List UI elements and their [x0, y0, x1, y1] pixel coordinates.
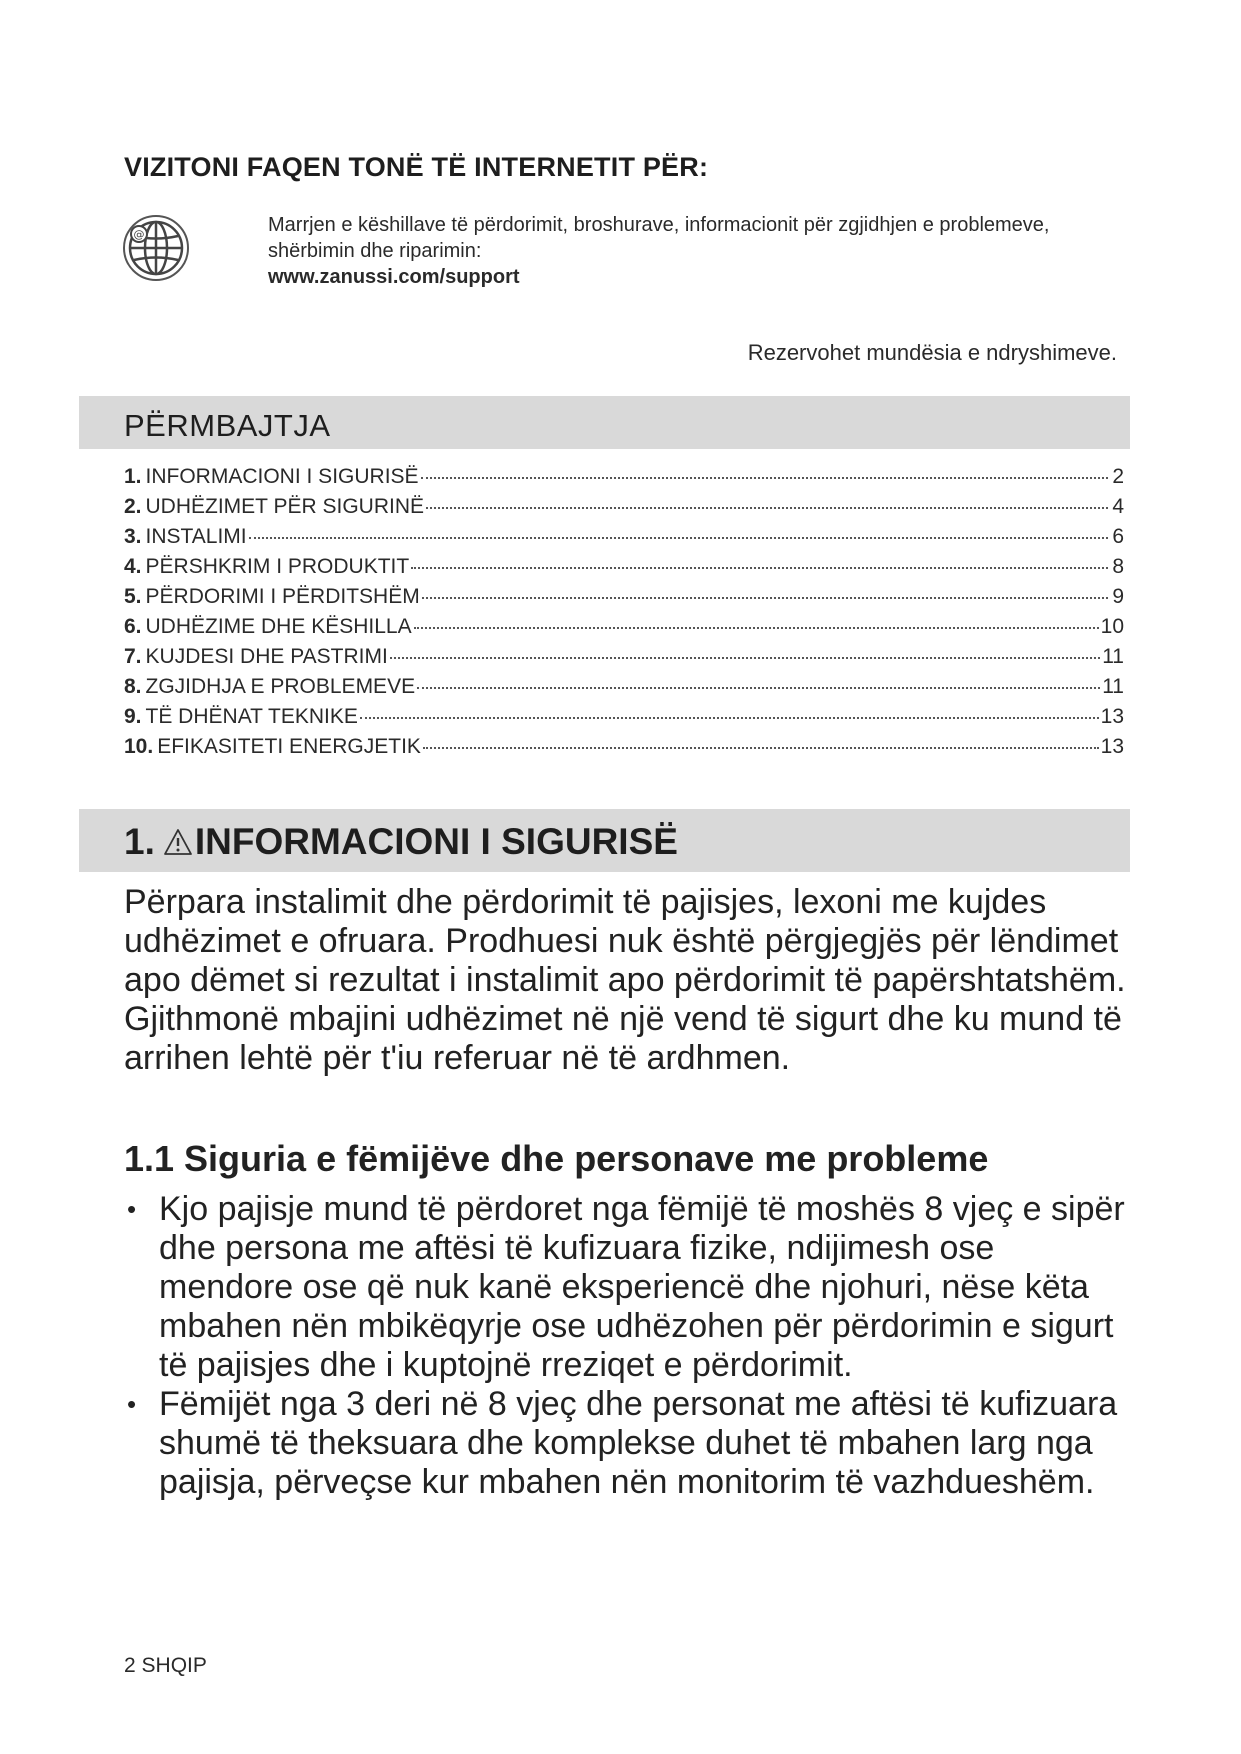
bullet-icon: • [127, 1194, 137, 1224]
support-url-link[interactable]: www.zanussi.com/support [268, 266, 520, 288]
section-header-bar [79, 809, 1130, 872]
toc-item[interactable] [124, 465, 1124, 495]
toc-item[interactable] [124, 735, 1124, 765]
toc-item-number: 7. [124, 645, 142, 668]
svg-text:@: @ [133, 228, 145, 241]
toc-dot-leader [414, 627, 1099, 629]
toc-item-number: 5. [124, 585, 142, 608]
toc-item-number: 2. [124, 495, 142, 518]
toc-item-page: 6 [1112, 525, 1124, 548]
toc-dot-leader [421, 477, 1108, 479]
support-description [268, 212, 1138, 290]
toc-item-label: PËRDORIMI I PËRDITSHËM [145, 585, 420, 608]
toc-item[interactable] [124, 705, 1124, 735]
toc-dot-leader [360, 717, 1099, 719]
toc-item[interactable] [124, 495, 1124, 525]
toc-item[interactable] [124, 675, 1124, 705]
toc-item-page: 2 [1112, 465, 1124, 488]
toc-item-page: 9 [1112, 585, 1124, 608]
toc-item-label: UDHËZIMET PËR SIGURINË [145, 495, 424, 518]
toc-item-page: 10 [1100, 615, 1124, 638]
footer-language: SHQIP [141, 1654, 207, 1677]
toc-dot-leader [423, 747, 1099, 749]
globe-web-icon [122, 214, 190, 282]
warning-triangle-icon [163, 828, 193, 856]
support-description-text: Marrjen e këshillave të përdorimit, broshurave, informacionit për zgjidhjen e problemeve, shërbimin dhe riparimin: [268, 214, 1050, 262]
toc-item-page: 13 [1100, 705, 1124, 728]
toc-item-page: 11 [1102, 675, 1124, 698]
section-number: 1. [124, 821, 155, 862]
toc-item-label: EFIKASITETI ENERGJETIK [157, 735, 421, 758]
list-item [124, 1385, 1134, 1502]
safety-intro-paragraph: Përpara instalimit dhe përdorimit të pajisjes, lexoni me kujdes udhëzimet e ofruara. Prodhuesi nuk është përgjegjës për lëndimet apo dëmet si rezultat i instalimit apo përdorimit të papërshtatshëm. Gjithmonë mbajini udhëzimet në një vend të sigurt dhe ku mund të arrihen lehtë për t'iu referuar në të ardhmen. [124, 883, 1126, 1077]
toc-item-page: 4 [1112, 495, 1124, 518]
toc-item-page: 13 [1100, 735, 1124, 758]
toc-dot-leader [422, 597, 1108, 599]
toc-dot-leader [426, 507, 1108, 509]
section-title [124, 821, 678, 863]
toc-item-page: 8 [1112, 555, 1124, 578]
toc-item[interactable] [124, 645, 1124, 675]
toc-dot-leader [417, 687, 1100, 689]
bullet-text: Kjo pajisje mund të përdoret nga fëmijë të moshës 8 vjeç e sipër dhe persona me aftësi të kufizuara fizike, ndijimesh ose mendore ose që nuk kanë eksperiencë dhe njohuri, nëse këta mbahen nën mbikëqyrje ose udhëzohen për përdorimin e sigurt të pajisjes dhe i kuptojnë rreziqet e përdorimit. [159, 1190, 1125, 1384]
toc-item-number: 4. [124, 555, 142, 578]
visit-heading: VIZITONI FAQEN TONË TË INTERNETIT PËR: [124, 152, 709, 182]
toc-item-page: 11 [1102, 645, 1124, 668]
toc-item[interactable] [124, 555, 1124, 585]
toc-item-label: UDHËZIME DHE KËSHILLA [145, 615, 412, 638]
toc-dot-leader [411, 567, 1108, 569]
toc-dot-leader [390, 657, 1100, 659]
subsection-heading: 1.1 Siguria e fëmijëve dhe personave me probleme [124, 1138, 989, 1179]
toc-item[interactable] [124, 585, 1124, 615]
toc-item-label: TË DHËNAT TEKNIKE [145, 705, 358, 728]
toc-title: PËRMBAJTJA [124, 408, 331, 443]
toc-item-label: PËRSHKRIM I PRODUKTIT [145, 555, 410, 578]
bullet-text: Fëmijët nga 3 deri në 8 vjeç dhe personat me aftësi të kufizuara shumë të theksuara dhe komplekse duhet të mbahen larg nga pajisja, përveçse kur mbahen nën monitorim të vazhdueshëm. [159, 1385, 1118, 1501]
toc-item-label: INFORMACIONI I SIGURISË [145, 465, 419, 488]
toc-item[interactable] [124, 615, 1124, 645]
toc-item[interactable] [124, 525, 1124, 555]
toc-header-bar [79, 396, 1130, 449]
safety-bullet-list [124, 1190, 1134, 1502]
table-of-contents [124, 465, 1124, 765]
page-footer [124, 1654, 207, 1678]
toc-item-number: 3. [124, 525, 142, 548]
bullet-icon: • [127, 1389, 137, 1419]
list-item [124, 1190, 1134, 1385]
toc-item-number: 6. [124, 615, 142, 638]
page-number: 2 [124, 1654, 136, 1677]
toc-item-number: 9. [124, 705, 142, 728]
section-title-text: INFORMACIONI I SIGURISË [194, 821, 678, 862]
toc-item-number: 1. [124, 465, 142, 488]
toc-dot-leader [249, 537, 1108, 539]
toc-item-number: 8. [124, 675, 142, 698]
toc-item-label: ZGJIDHJA E PROBLEMEVE [145, 675, 416, 698]
toc-item-label: KUJDESI DHE PASTRIMI [145, 645, 388, 668]
reserved-note: Rezervohet mundësia e ndryshimeve. [747, 340, 1117, 365]
toc-item-number: 10. [124, 735, 154, 758]
toc-item-label: INSTALIMI [145, 525, 247, 548]
